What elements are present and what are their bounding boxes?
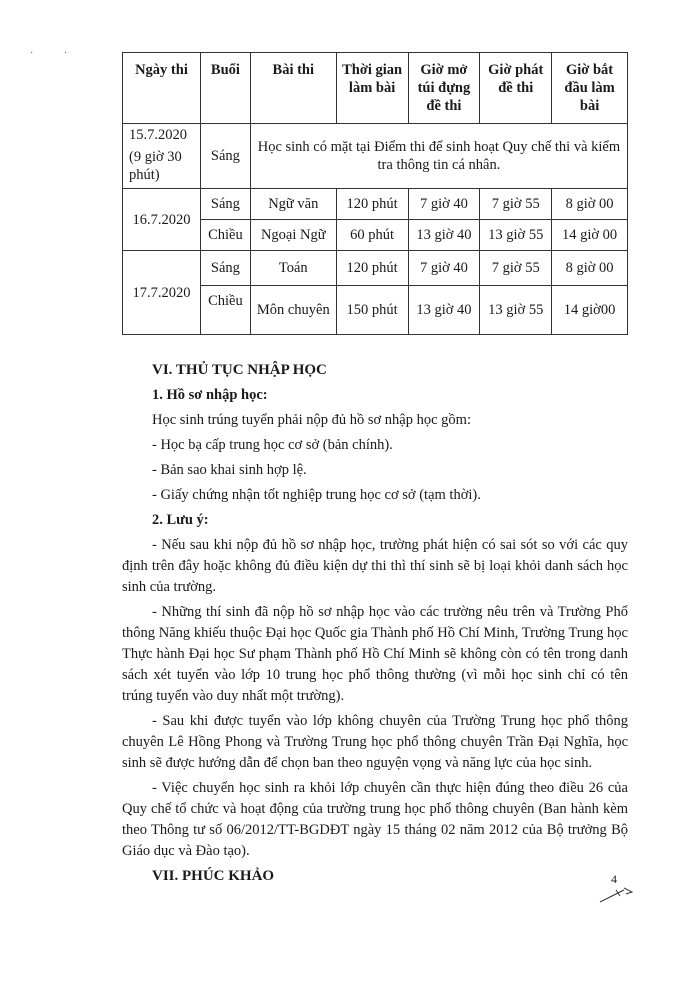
exam-schedule-table [122,52,628,335]
open-time-cell: 13 giờ 40 [408,220,480,251]
session-cell: Chiều [200,286,250,335]
table-row [123,124,628,189]
duration-cell: 120 phút [336,189,408,220]
start-time-cell: 14 giờ 00 [552,220,628,251]
page-number: 4 [611,872,617,886]
admission-item: - Giấy chứng nhận tốt nghiệp trung học cơ sở (tạm thời). [152,487,481,503]
header-bai-thi: Bài thi [250,53,336,124]
note-paragraph: - Nếu sau khi nộp đủ hồ sơ nhập học, trường phát hiện có sai sót so với các quy định trên đây hoặc không đủ điều kiện dự thi thì thí sinh sẽ bị loại khỏi danh sách học sinh của trường. [122,537,628,595]
subject-cell: Môn chuyên [250,286,336,335]
merged-note-cell: Học sinh có mặt tại Điểm thi để sinh hoạt Quy chế thi và kiểm tra thông tin cá nhân. [250,124,627,189]
table-header-row [123,53,628,124]
start-time-cell: 8 giờ 00 [552,251,628,286]
distribute-time-cell: 13 giờ 55 [480,220,552,251]
subject-cell: Ngữ văn [250,189,336,220]
date-cell: 17.7.2020 [123,251,201,335]
date-cell: 16.7.2020 [123,189,201,251]
section-6-title: VI. THỦ TỤC NHẬP HỌC [152,362,327,378]
note-paragraph: - Những thí sinh đã nộp hồ sơ nhập học vào các trường nêu trên và Trường Phổ thông Năng khiếu thuộc Đại học Quốc gia Thành phố Hồ Chí Minh, Trường Trung học Thực hành Đại học Sư phạm Thành phố Hồ Chí Minh sẽ không còn có tên trong danh sách xét tuyển vào lớp 10 trung học phổ thông thường (vì mỗi học sinh chỉ có tên trúng tuyển vào duy nhất một trường). [122,604,628,704]
duration-cell: 60 phút [336,220,408,251]
table-row [123,189,628,220]
start-time-cell: 14 giờ00 [552,286,628,335]
document-body [122,360,628,887]
duration-cell: 120 phút [336,251,408,286]
distribute-time-cell: 7 giờ 55 [480,189,552,220]
session-cell: Sáng [200,189,250,220]
distribute-time-cell: 7 giờ 55 [480,251,552,286]
header-thoi-gian: Thời gian làm bài [336,53,408,124]
session-cell: Chiều [200,220,250,251]
header-gio-bat-dau: Giờ bắt đầu làm bài [552,53,628,124]
note-paragraph: - Sau khi được tuyển vào lớp không chuyên của Trường Trung học phổ thông chuyên Lê Hồng Phong và Trường Trung học phổ thông chuyên Trần Đại Nghĩa, học sinh sẽ được hướng dẫn để chọn ban theo nguyện vọng và năng lực của học sinh. [122,713,628,771]
scan-artifact-dots: · · [30,48,82,59]
header-gio-phat-de: Giờ phát đề thi [480,53,552,124]
duration-cell: 150 phút [336,286,408,335]
header-gio-mo-tui: Giờ mở túi đựng đề thi [408,53,480,124]
handwritten-initial-mark [598,882,638,904]
admission-item: - Học bạ cấp trung học cơ sở (bản chính). [152,437,393,453]
header-buoi: Buổi [200,53,250,124]
admission-item: - Bản sao khai sinh hợp lệ. [152,462,307,478]
subject-cell: Toán [250,251,336,286]
table-row [123,251,628,286]
date-note: (9 giờ 30 phút) [129,149,182,183]
open-time-cell: 7 giờ 40 [408,251,480,286]
admission-intro: Học sinh trúng tuyển phải nộp đủ hồ sơ nhập học gồm: [152,412,471,428]
session-cell: Sáng [200,124,250,189]
session-cell: Sáng [200,251,250,286]
subject-cell: Ngoại Ngữ [250,220,336,251]
start-time-cell: 8 giờ 00 [552,189,628,220]
subsection-2-title: 2. Lưu ý: [152,512,209,528]
distribute-time-cell: 13 giờ 55 [480,286,552,335]
open-time-cell: 13 giờ 40 [408,286,480,335]
header-ngay-thi: Ngày thi [123,53,201,124]
note-paragraph: - Việc chuyển học sinh ra khỏi lớp chuyên cần thực hiện đúng theo điều 26 của Quy chế tổ chức và hoạt động của trường trung học phổ thông chuyên (Ban hành kèm theo Thông tư số 06/2012/TT-BGDĐT ngày 15 tháng 02 năm 2012 của Bộ trưởng Bộ Giáo dục và Đào tạo). [122,780,628,859]
date-label: 15.7.2020 [129,127,187,143]
date-cell [123,124,201,189]
open-time-cell: 7 giờ 40 [408,189,480,220]
section-7-title: VII. PHÚC KHẢO [152,868,275,884]
subsection-1-title: 1. Hồ sơ nhập học: [152,387,268,403]
